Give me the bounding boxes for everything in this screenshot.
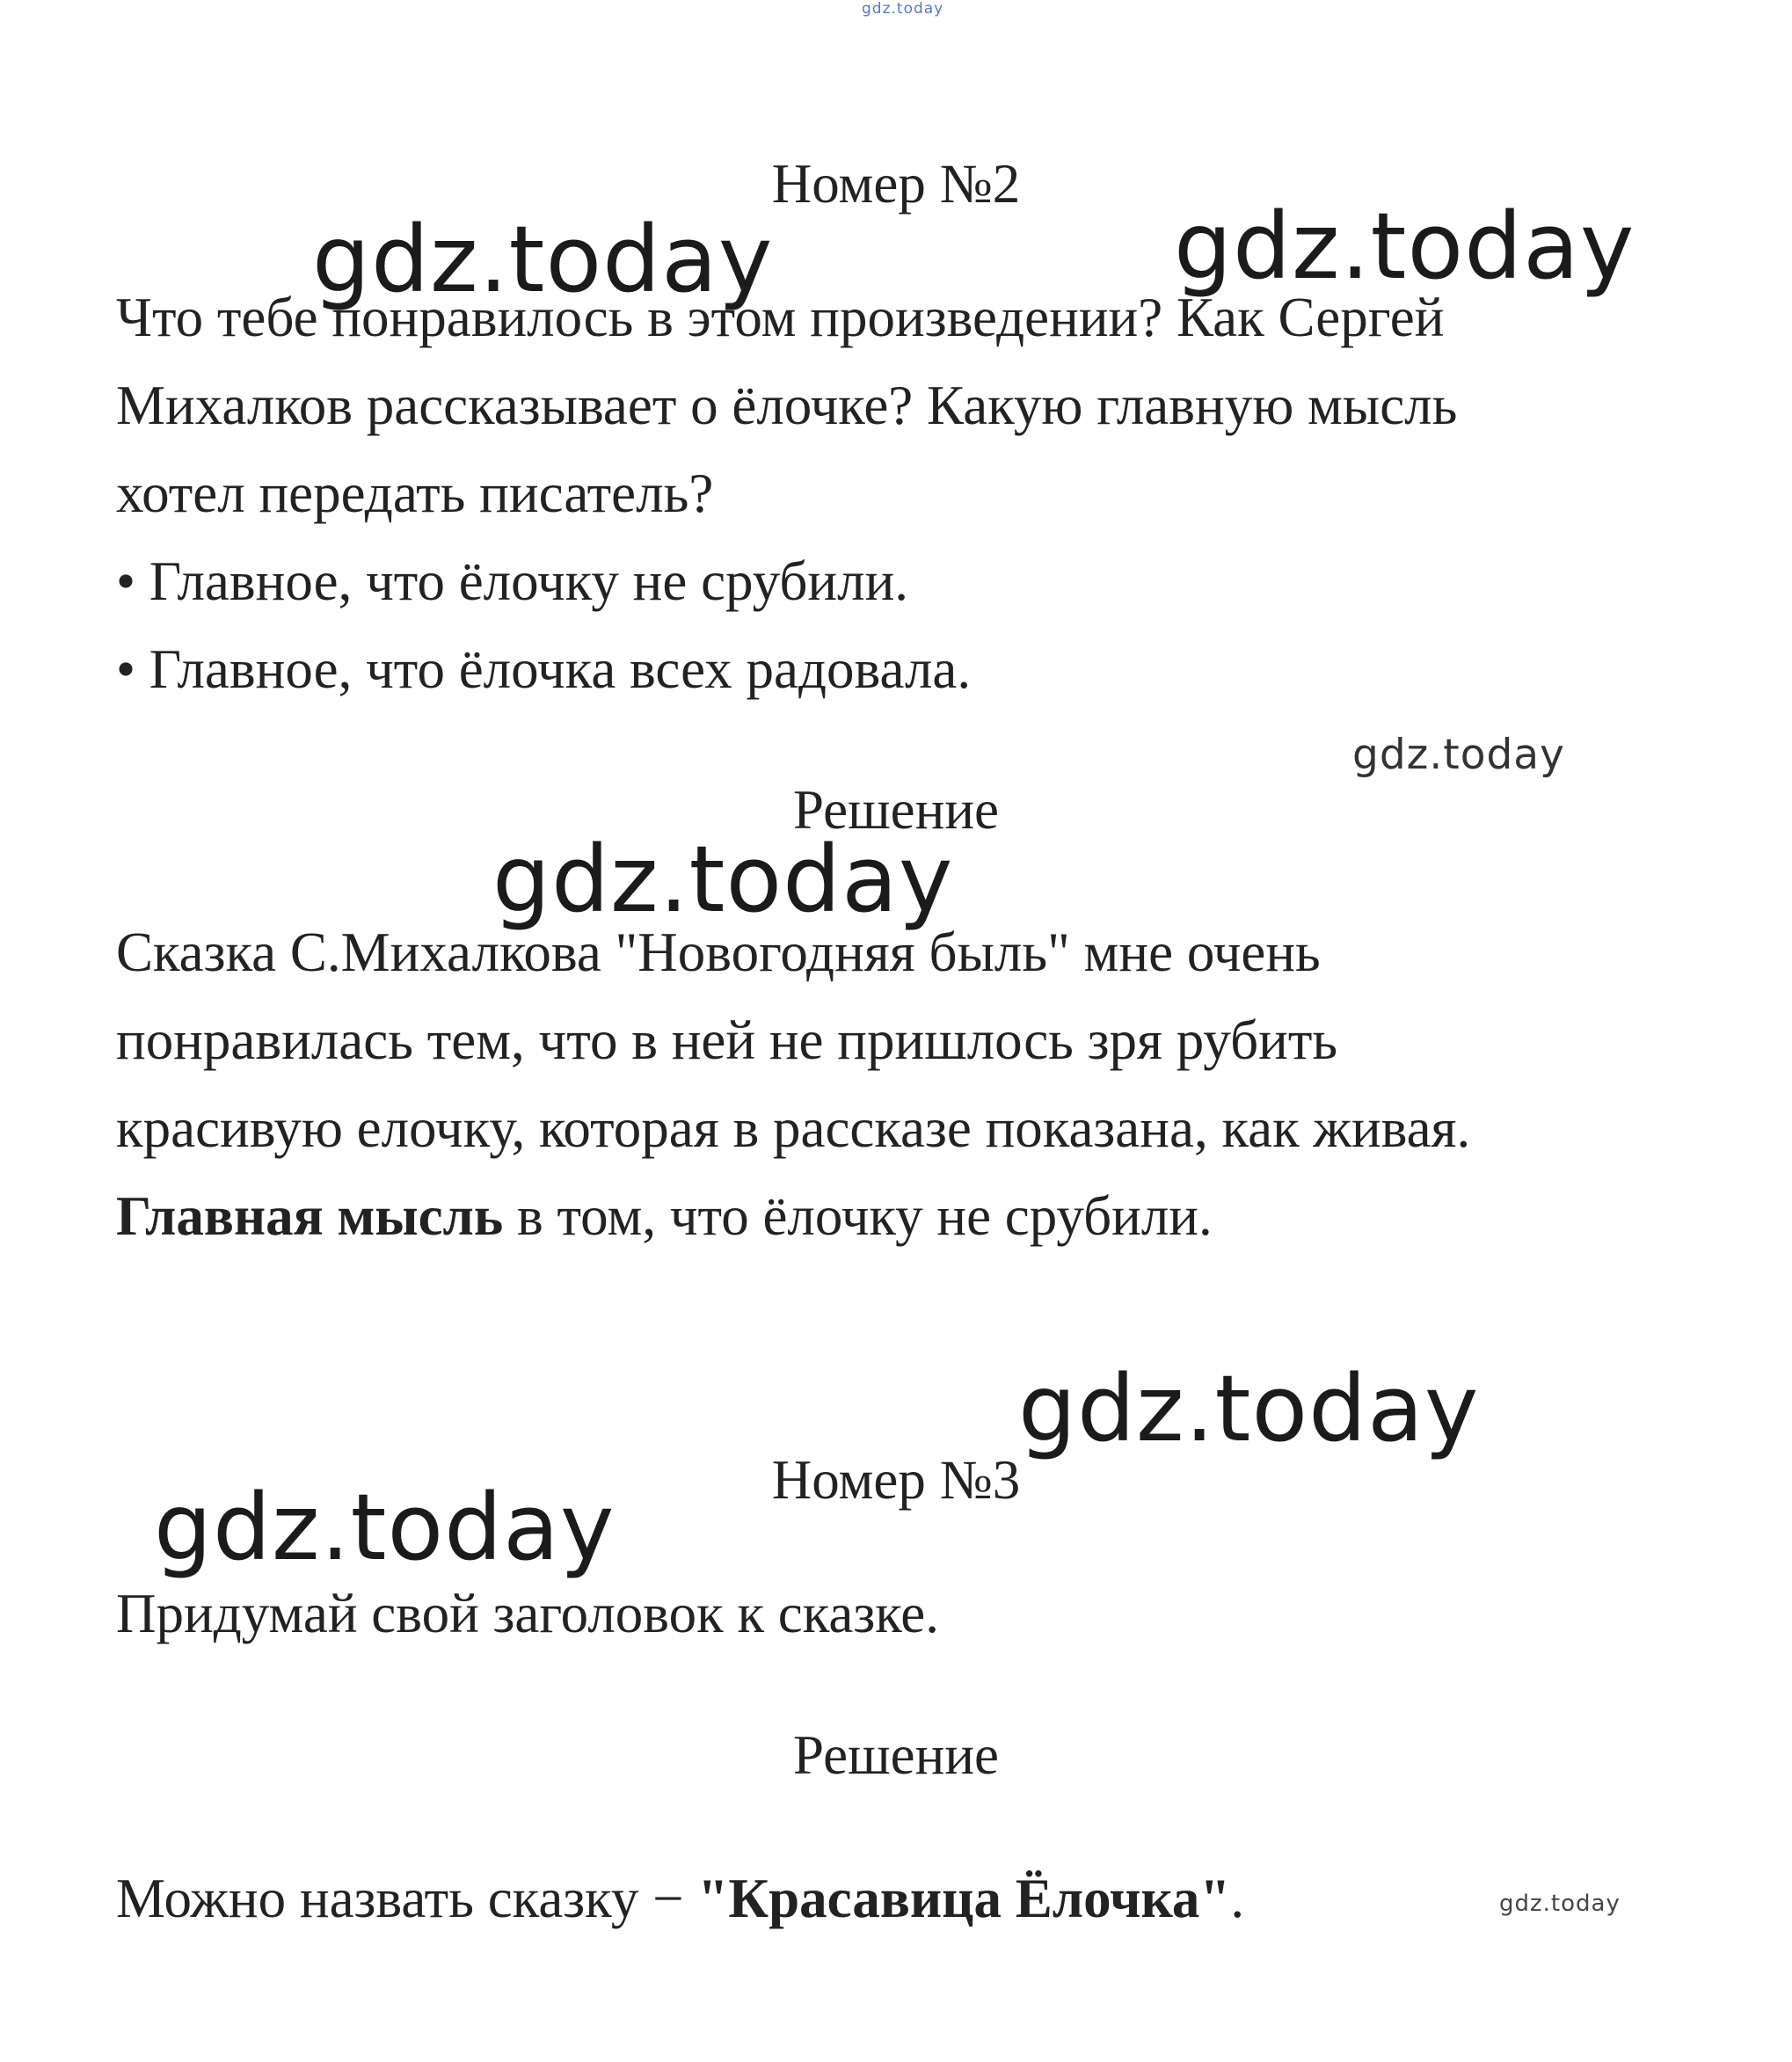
task3-answer-bold: "Красавица Ёлочка" (697, 1868, 1231, 1929)
task3-question: Придумай свой заголовок к сказке. (116, 1583, 940, 1644)
task2-answer-bold: Главная мысль (116, 1185, 504, 1247)
task2-answer-line-4 (116, 1185, 1213, 1247)
task2-option-1: • Главное, что ёлочку не срубили. (116, 550, 909, 612)
task3-answer (116, 1868, 1245, 1929)
watermark-big: gdz.today (1018, 1355, 1480, 1462)
task2-question-line-1: Что тебе понравилось в этом произведении? Как Сергей (116, 287, 1445, 348)
watermark-top: gdz.today (862, 0, 944, 18)
watermark-big: gdz.today (154, 1474, 616, 1581)
task3-answer-prefix: Можно назвать сказку − (116, 1868, 698, 1929)
watermark-mid: gdz.today (1352, 731, 1565, 779)
task2-answer-rest: в том, что ёлочку не срубили. (503, 1185, 1213, 1247)
task2-question-line-3: хотел передать писатель? (116, 463, 714, 524)
task2-answer-line-3: красивую елочку, которая в рассказе показана, как живая. (116, 1097, 1471, 1159)
task3-answer-suffix: . (1230, 1868, 1245, 1929)
task3-heading: Номер №3 (771, 1449, 1021, 1511)
watermark-big: gdz.today (492, 826, 954, 933)
task2-answer-line-2: понравилась тем, что в ней не пришлось зря рубить (116, 1009, 1338, 1071)
watermark-big: gdz.today (1174, 193, 1635, 300)
watermark-small: gdz.today (1499, 1891, 1621, 1917)
task2-option-2: • Главное, что ёлочка всех радовала. (116, 638, 972, 700)
task2-solution-heading: Решение (792, 779, 1000, 841)
task3-solution-heading: Решение (792, 1724, 1000, 1786)
task2-answer-line-1: Сказка С.Михалкова "Новогодняя быль" мне очень (116, 922, 1321, 983)
watermark-big: gdz.today (312, 206, 774, 313)
task2-heading: Номер №2 (771, 153, 1021, 215)
task2-question-line-2: Михалков рассказывает о ёлочке? Какую главную мысль (116, 375, 1458, 436)
